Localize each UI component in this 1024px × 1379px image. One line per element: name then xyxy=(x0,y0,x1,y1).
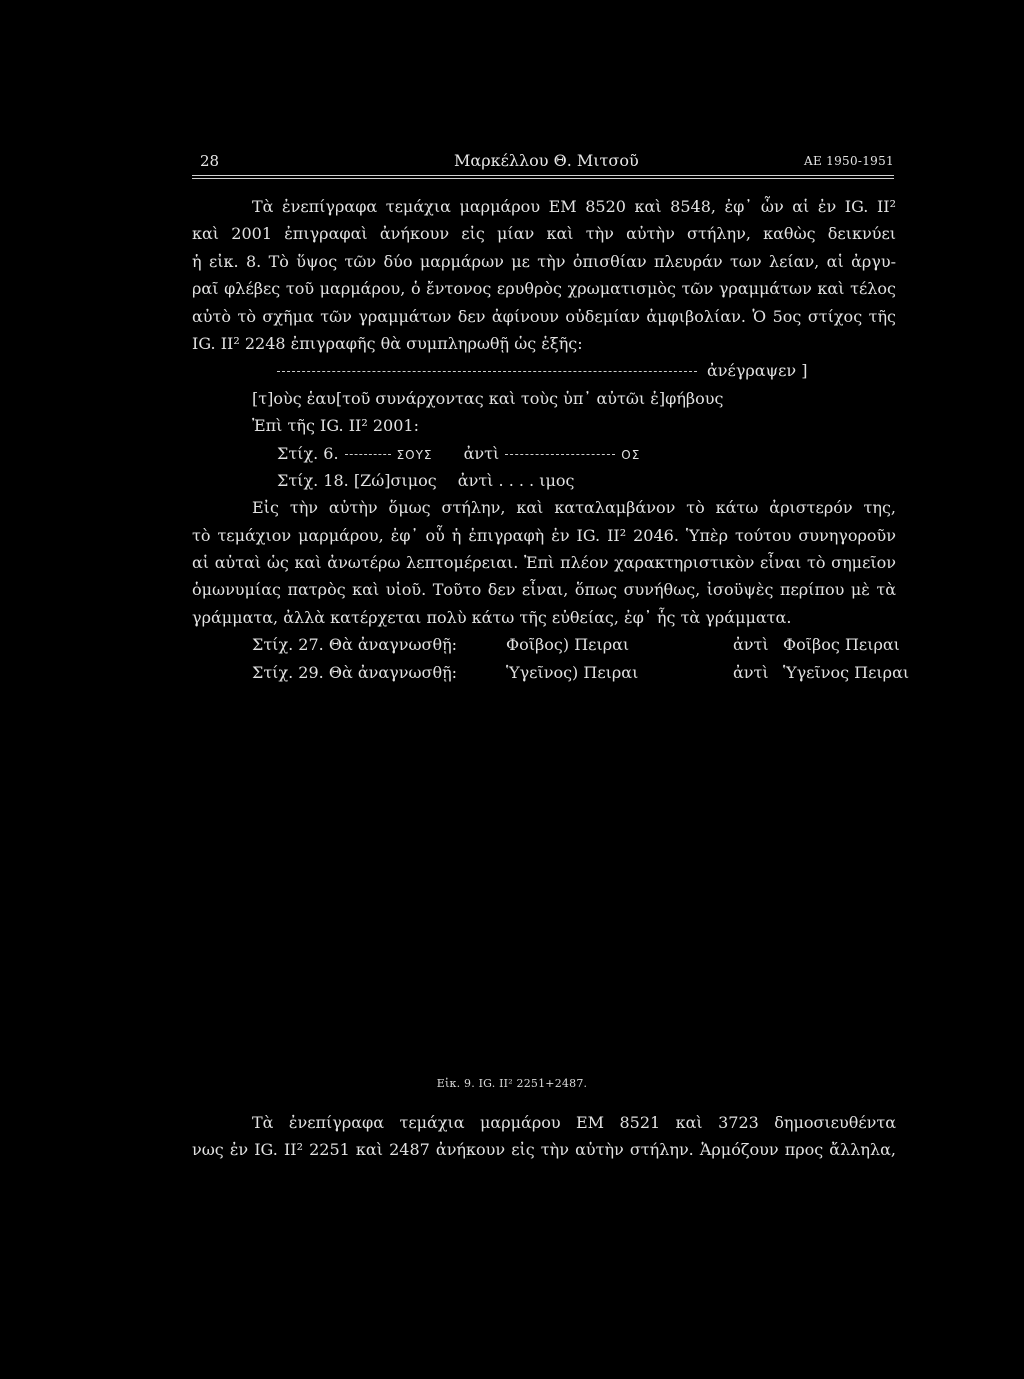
paragraph2-line3: αἱ αὐταὶ ὡς καὶ ἀνωτέρω λεπτομέρειαι. Ἐπὶ πλέον χαρακτηριστικὸν εἶναι τὸ σημεῖον xyxy=(192,553,896,573)
paragraph2-line1: Εἰς τὴν αὐτὴν ὅμως στήλην, καὶ καταλαμβάνον τὸ κάτω ἀριστερόν της, xyxy=(252,498,896,518)
paragraph1-line1: Τὰ ἐνεπίγραφα τεμάχια μαρμάρου ΕΜ 8520 καὶ 8548, ἐφ᾽ ὧν αἱ ἐν IG. ΙΙ² xyxy=(252,197,896,216)
reading-line-27 xyxy=(192,631,900,658)
running-header xyxy=(192,150,894,176)
row6-end: ΟΣ xyxy=(621,447,641,462)
row6-anti: ἀντὶ xyxy=(463,443,500,463)
row18-label: Στίχ. 18. xyxy=(277,470,349,490)
reading-original: Ὑγεῖνος Πειραι xyxy=(783,662,910,682)
ig2001-row18 xyxy=(192,467,896,494)
lower-text xyxy=(192,1109,896,1164)
main-text xyxy=(192,193,910,686)
paragraph3-line1: Τὰ ἐνεπίγραφα τεμάχια μαρμάρου ΕΜ 8521 καὶ 3723 δημοσιευθέντα xyxy=(252,1113,896,1132)
reading-value: Ὑγεῖνος) Πειραι xyxy=(506,662,639,682)
row18-end: . . . . ιμος xyxy=(498,470,575,490)
reading-line-29 xyxy=(192,659,910,686)
header-rule-bottom xyxy=(192,178,894,179)
reading-value: Φοῖβος) Πειραι xyxy=(506,635,630,655)
reading-original: Φοῖβος Πειραι xyxy=(783,635,900,655)
header-rule-top xyxy=(192,175,894,176)
paragraph2-line5: γράμματα, ἀλλὰ κατέρχεται πολὺ κάτω τῆς εὐθείας, ἐφ᾽ ἧς τὰ γράμματα. xyxy=(192,607,792,627)
restoration-line1-end: ἀνέγραψεν ] xyxy=(707,361,808,381)
row6-label: Στίχ. 6. xyxy=(277,443,339,463)
journal-reference: ΑΕ 1950-1951 xyxy=(804,154,894,168)
reading-label: Στίχ. 29. Θὰ ἀναγνωσθῇ: xyxy=(252,662,458,682)
ig2001-heading: Ἐπὶ τῆς IG. ΙΙ² 2001: xyxy=(252,416,419,436)
reading-anti: ἀντὶ xyxy=(733,635,769,655)
figure-caption: Εἰκ. 9. IG. ΙΙ² 2251+2487. xyxy=(436,1077,588,1090)
restoration-line2: [τ]οὺς ἑαυ[τοῦ συνάρχοντας καὶ τοὺς ὑπ᾽ αὐτῶι ἐ]φήβους xyxy=(252,388,724,408)
paragraph1-line4: ραῖ φλέβες τοῦ μαρμάρου, ὁ ἔντονος ερυθρὸς χρωματισμὸς τῶν γραμμάτων καὶ τέλος xyxy=(192,279,896,299)
restoration-line1 xyxy=(192,357,896,384)
row18-anti: ἀντὶ xyxy=(457,470,494,490)
ig2001-row6 xyxy=(192,440,896,467)
paragraph2-line4: ὁμωνυμίας πατρὸς καὶ υἱοῦ. Τοῦτο δεν εἶναι, ὅπως συνήθως, ἰσοϋψὲς περίπου μὲ τὰ xyxy=(192,580,896,600)
lacuna-dashes xyxy=(505,454,615,455)
running-author: Μαρκέλλου Θ. Μιτσοῦ xyxy=(454,151,639,170)
lacuna-dashes xyxy=(345,454,391,455)
reading-anti: ἀντὶ xyxy=(733,662,769,682)
paragraph1-line2: καὶ 2001 ἐπιγραφαὶ ἀνήκουν εἰς μίαν καὶ τὴν αὐτὴν στήλην, καθὼς δεικνύει xyxy=(192,224,896,244)
paragraph1-line6: IG. ΙΙ² 2248 ἐπιγραφῆς θὰ συμπληρωθῇ ὡς ἑξῆς: xyxy=(192,333,583,353)
row6-text: ΣΟΥΣ xyxy=(396,447,433,462)
paragraph1-line5: αὐτὸ τὸ σχῆμα τῶν γραμμάτων δεν ἀφίνουν οὐδεμίαν ἀμφιβολίαν. Ὁ 5ος στίχος τῆς xyxy=(192,306,896,326)
paragraph2-line2: τὸ τεμάχιον μαρμάρου, ἐφ᾽ οὗ ἡ ἐπιγραφὴ ἐν IG. ΙΙ² 2046. Ὑπὲρ τούτου συνηγοροῦν xyxy=(192,525,896,545)
lacuna-dashes xyxy=(277,370,697,372)
row18-text: [Ζώ]σιμος xyxy=(353,470,437,490)
paragraph3-line2: νως ἐν IG. ΙΙ² 2251 καὶ 2487 ἀνήκουν εἰς τὴν αὐτὴν στήλην. Ἁρμόζουν προς ἄλληλα, xyxy=(192,1140,896,1160)
reading-label: Στίχ. 27. Θὰ ἀναγνωσθῇ: xyxy=(252,635,458,655)
paragraph1-line3: ἡ εἰκ. 8. Τὸ ὕψος τῶν δύο μαρμάρων με τὴν ὀπισθίαν πλευράν των λείαν, αἱ ἀργυ- xyxy=(192,251,896,271)
page-number: 28 xyxy=(200,152,220,170)
